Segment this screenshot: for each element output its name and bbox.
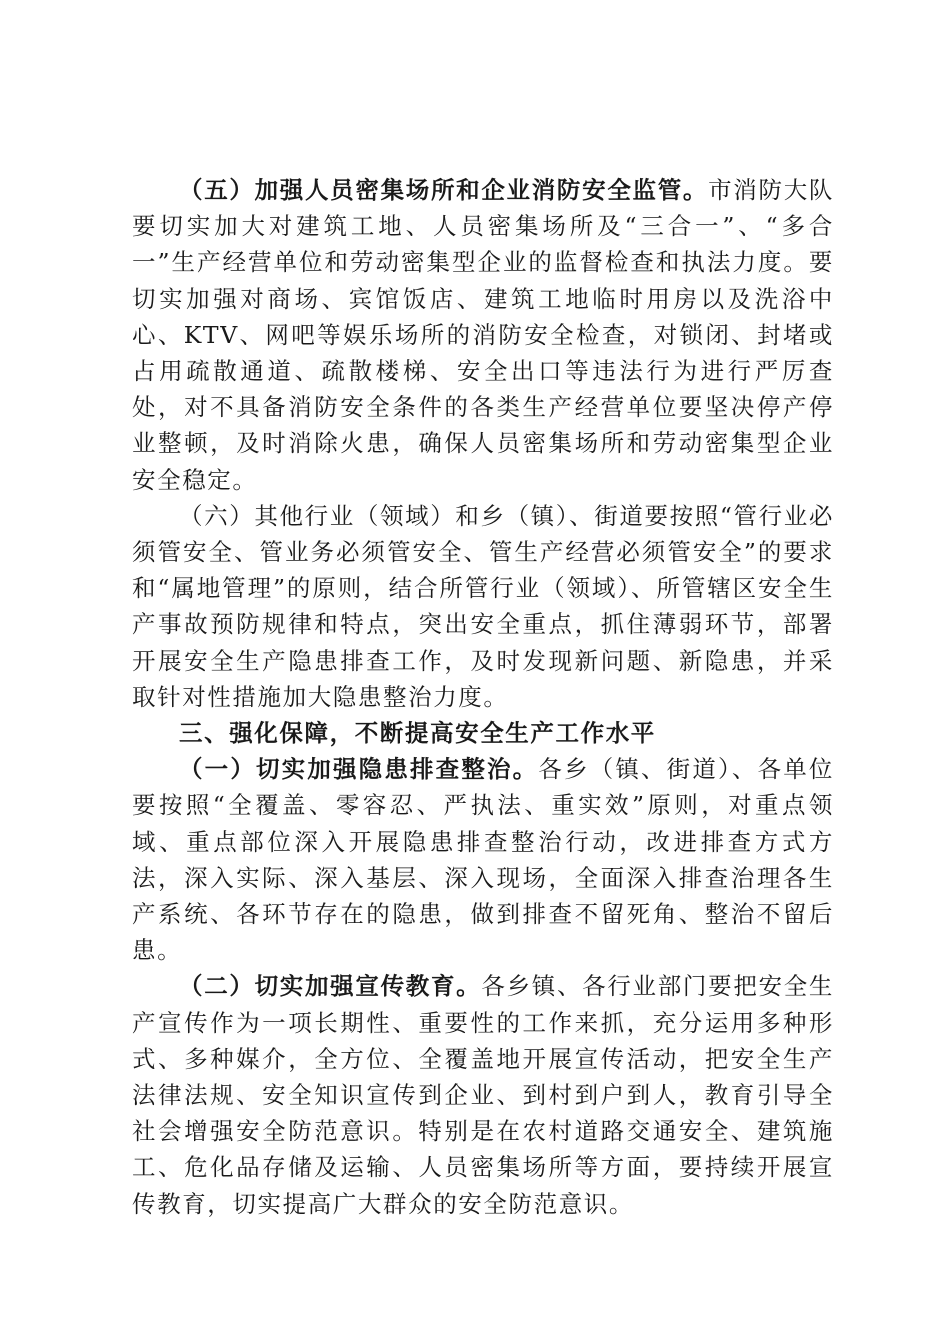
paragraph-body: 各乡镇、各行业部门要把安全生产宣传作为一项长期性、重要性的工作来抓，充分运用多种形式、多种媒介，全方位、全覆盖地开展宣传活动，把安全生产法律法规、安全知识宣传到企业、到村到户到人，教育引导全社会增强安全防范意识。特别是在农村道路交通安全、建筑施工、危化品存储及运输、人员密集场所等方面，要持续开展宣传教育，切实提高广大群众的安全防范意识。 bbox=[132, 972, 835, 1218]
paragraph-body: 市消防大队要切实加大对建筑工地、人员密集场所及“三合一”、“多合一”生产经营单位和劳动密集型企业的监督检查和执法力度。要切实加强对商场、宾馆饭店、建筑工地临时用房以及洗浴中心、KTV、网吧等娱乐场所的消防安全检查，对锁闭、封堵或占用疏散通道、疏散楼梯、安全出口等违法行为进行严厉查处，对不具备消防安全条件的各类生产经营单位要坚决停产停业整顿，及时消除火患，确保人员密集场所和劳动密集型企业安全稳定。 bbox=[132, 176, 834, 494]
paragraph-lead: （五）加强人员密集场所和企业消防安全监管。 bbox=[179, 176, 709, 204]
paragraph-other-industries bbox=[132, 498, 834, 715]
paragraph-body: （六）其他行业（领域）和乡（镇）、街道要按照“管行业必须管安全、管业务必须管安全、管生产经营必须管安全”的要求和“属地管理”的原则，结合所管行业（领域）、所管辖区安全生产事故预防规律和特点，突出安全重点，抓住薄弱环节，部署开展安全生产隐患排查工作，及时发现新问题、新隐患，并采取针对性措施加大隐患整治力度。 bbox=[132, 501, 834, 711]
paragraph-lead: （一）切实加强隐患排查整治。 bbox=[179, 755, 539, 784]
paragraph-publicity-education bbox=[132, 968, 834, 1221]
section-heading: 三、强化保障，不断提高安全生产工作水平 bbox=[179, 719, 656, 748]
paragraph-fire-safety bbox=[132, 172, 834, 498]
paragraph-body: 各乡（镇、街道）、各单位要按照“全覆盖、零容忍、严执法、重实效”原则，对重点领域、重点部位深入开展隐患排查整治行动，改进排查方式方法，深入实际、深入基层、深入现场，全面深入排查治理各生产系统、各环节存在的隐患，做到排查不留死角、整治不留后患。 bbox=[132, 755, 834, 965]
paragraph-hazard-inspection bbox=[132, 751, 834, 968]
document-page bbox=[132, 172, 834, 1222]
paragraph-lead: （二）切实加强宣传教育。 bbox=[179, 972, 482, 1001]
